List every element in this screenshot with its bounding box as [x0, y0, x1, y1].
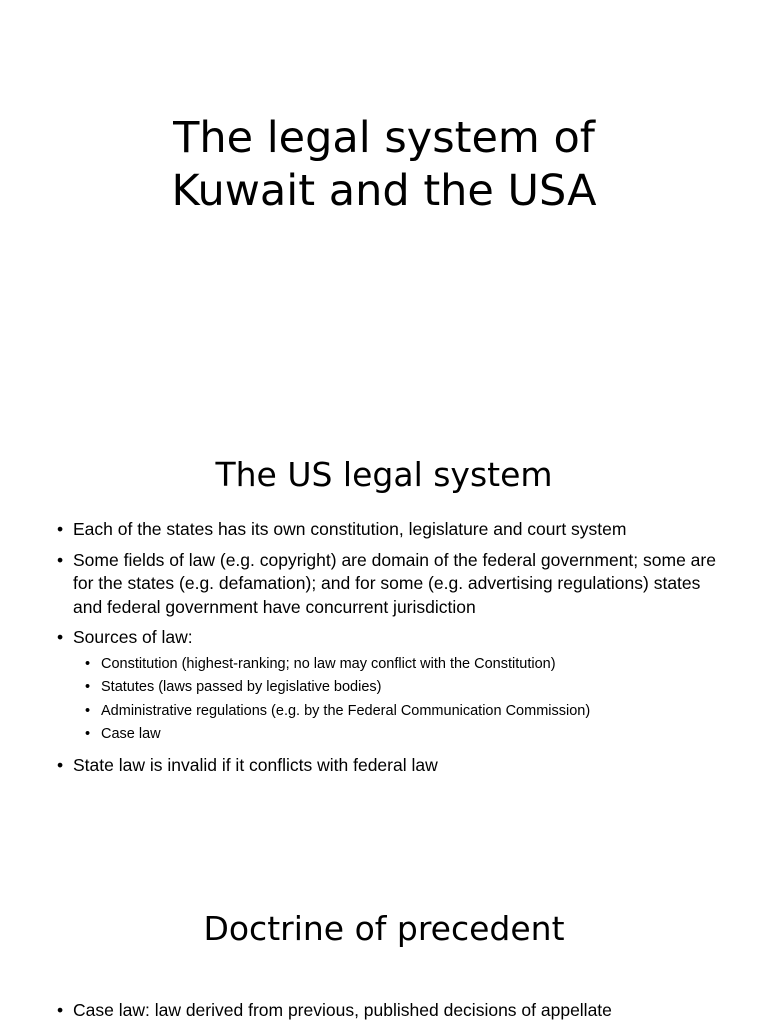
bullet-text: Each of the states has its own constitution, legislature and court system — [73, 519, 627, 539]
slide-title-page — [0, 0, 768, 432]
slide-doctrine-of-precedent — [0, 864, 768, 1024]
bullet-list — [57, 518, 717, 784]
sub-bullet-item: • Constitution (highest-ranking; no law may conflict with the Constitution) — [85, 653, 717, 677]
slide-title: Doctrine of precedent — [203, 909, 565, 948]
bullet-text: Case law: law derived from previous, published decisions of appellate — [73, 1000, 612, 1020]
sub-bullet-item: • Case law — [85, 723, 717, 747]
bullet-item — [57, 626, 717, 747]
bullet-item — [57, 549, 717, 620]
bullet-text: Some fields of law (e.g. copyright) are domain of the federal government; some are for the states (e.g. defamation); and for some (e.g. advertising regulations) states and federal government have concurrent jurisdiction — [73, 549, 716, 617]
bullet-item — [57, 999, 717, 1023]
presentation-title — [0, 112, 768, 218]
slide-title: The US legal system — [215, 455, 553, 494]
bullet-item — [57, 754, 717, 778]
presentation-title-line-1: The legal system of — [173, 113, 595, 163]
slide-us-legal-system — [0, 432, 768, 864]
sub-bullet-list — [85, 653, 717, 747]
bullet-text: State law is invalid if it conflicts with federal law — [73, 754, 438, 775]
sub-bullet-item: • Administrative regulations (e.g. by the Federal Communication Commission) — [85, 700, 717, 724]
bullet-text: Sources of law: — [73, 627, 193, 647]
bullet-item — [57, 518, 717, 542]
sub-bullet-item: • Statutes (laws passed by legislative bodies) — [85, 676, 717, 700]
presentation-title-line-2: Kuwait and the USA — [171, 166, 597, 216]
bullet-list — [57, 999, 717, 1030]
